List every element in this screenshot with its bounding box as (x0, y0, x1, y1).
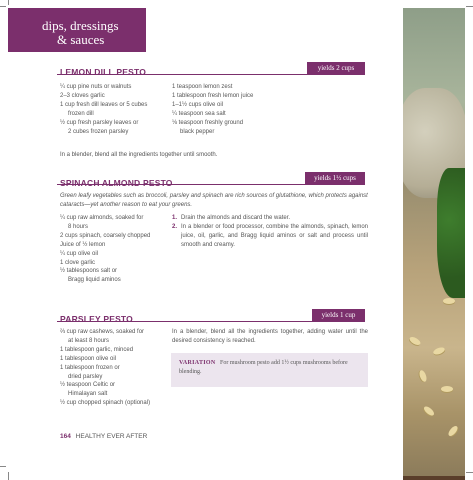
ingredient-list (60, 83, 147, 136)
ingredient: 2 cups spinach, coarsely chopped (60, 232, 151, 239)
ingredient: 1 clove garlic (60, 259, 96, 266)
ingredient-list (172, 83, 253, 136)
chapter-title-line1: dips, dressings (42, 18, 119, 33)
page-number: 164 (60, 433, 71, 440)
ingredient-list (60, 214, 150, 285)
ingredient: 1–1½ cups olive oil (172, 101, 224, 108)
ingredient: Bragg liquid aminos (68, 277, 121, 284)
variation-box (171, 353, 368, 387)
pine-nut (408, 335, 421, 346)
ingredient: ¼ cup olive oil (60, 250, 99, 257)
ingredient: ½ teaspoon Celtic or (60, 382, 116, 389)
step-number: 2. (172, 223, 178, 230)
ingredient: ½ cup chopped spinach (optional) (60, 400, 151, 407)
greens-image (437, 168, 465, 298)
crop-mark (466, 472, 473, 473)
ingredient: dried parsley (68, 373, 103, 380)
crop-mark (8, 472, 9, 480)
pine-nut (441, 386, 453, 392)
ingredient: 8 hours (68, 223, 89, 230)
ingredient: 1 tablespoon frozen or (60, 364, 120, 371)
ingredient: 1 teaspoon lemon zest (172, 84, 233, 90)
pine-nut (443, 298, 455, 304)
chapter-title-line2: & sauces (57, 32, 105, 47)
step-text: Drain the almonds and discard the water. (181, 215, 291, 221)
ingredient: ¼ cup raw almonds, soaked for (60, 215, 144, 221)
crop-mark (0, 6, 6, 7)
pine-nut (432, 346, 445, 356)
recipe-intro: Green leafy vegetables such as broccoli, parsley and spinach are rich sources of glutathione, which protects against cataracts—yet another reason to eat your greens. (60, 193, 368, 208)
ingredient: 1 tablespoon fresh lemon juice (172, 92, 254, 99)
ingredient: Himalayan salt (68, 391, 108, 398)
ingredient: ½ tablespoons salt or (60, 268, 118, 275)
ingredient: ¼ teaspoon sea salt (172, 110, 226, 117)
step-text: In a blender or food processor, combine the almonds, spinach, lemon juice, oil, garlic, and Bragg liquid aminos or salt and process until smooth and creamy. (181, 223, 368, 248)
yield-badge: yields 1½ cups (305, 172, 365, 185)
book-title: HEALTHY EVER AFTER (75, 433, 148, 440)
ingredient: at least 8 hours (68, 337, 110, 344)
pine-nut (422, 405, 435, 417)
ingredient: 1 tablespoon olive oil (60, 355, 117, 362)
ingredient: 2 cubes frozen parsley (68, 128, 129, 135)
step (172, 223, 368, 250)
ingredient: 1 cup fresh dill leaves or 5 cubes (60, 101, 148, 108)
recipe-title: SPINACH ALMOND PESTO (60, 178, 173, 188)
ingredient: ½ cup fresh parsley leaves or (60, 119, 139, 126)
crop-mark (0, 466, 6, 467)
ingredient: frozen dill (68, 110, 94, 117)
chapter-header (8, 8, 146, 52)
ingredient: Juice of ½ lemon (60, 241, 106, 248)
food-photo (403, 8, 465, 480)
yield-badge: yields 2 cups (307, 62, 365, 75)
step-number: 1. (172, 215, 178, 221)
ingredient: black pepper (180, 128, 215, 135)
directions: In a blender, blend all the ingredients together until smooth. (60, 152, 218, 158)
ingredient-list (60, 328, 150, 408)
directions: In a blender, blend all the ingredients together, adding water until the desired consistency is reached. (172, 329, 368, 344)
ingredient: ¼ cup pine nuts or walnuts (60, 84, 132, 90)
variation-label: VARIATION (179, 360, 216, 366)
ingredient: ⅔ cup raw cashews, soaked for (60, 329, 145, 335)
pine-nut (418, 369, 428, 382)
variation-text: For mushroom pesto add 1½ cups mushrooms before blending. (179, 360, 348, 375)
ingredient: ⅛ teaspoon freshly ground (172, 119, 244, 126)
step (172, 214, 368, 223)
crop-mark (466, 6, 473, 7)
yield-badge: yields 1 cup (312, 309, 365, 322)
ingredient: 2–3 cloves garlic (60, 92, 105, 99)
pine-nut (447, 424, 459, 437)
photo-edge (403, 476, 465, 480)
crop-mark (8, 0, 9, 5)
page-footer (60, 433, 147, 440)
recipe-title: LEMON DILL PESTO (60, 67, 147, 77)
step-list (172, 214, 368, 250)
ingredient: 1 tablespoon garlic, minced (60, 346, 134, 353)
recipe-title: PARSLEY PESTO (60, 314, 133, 324)
